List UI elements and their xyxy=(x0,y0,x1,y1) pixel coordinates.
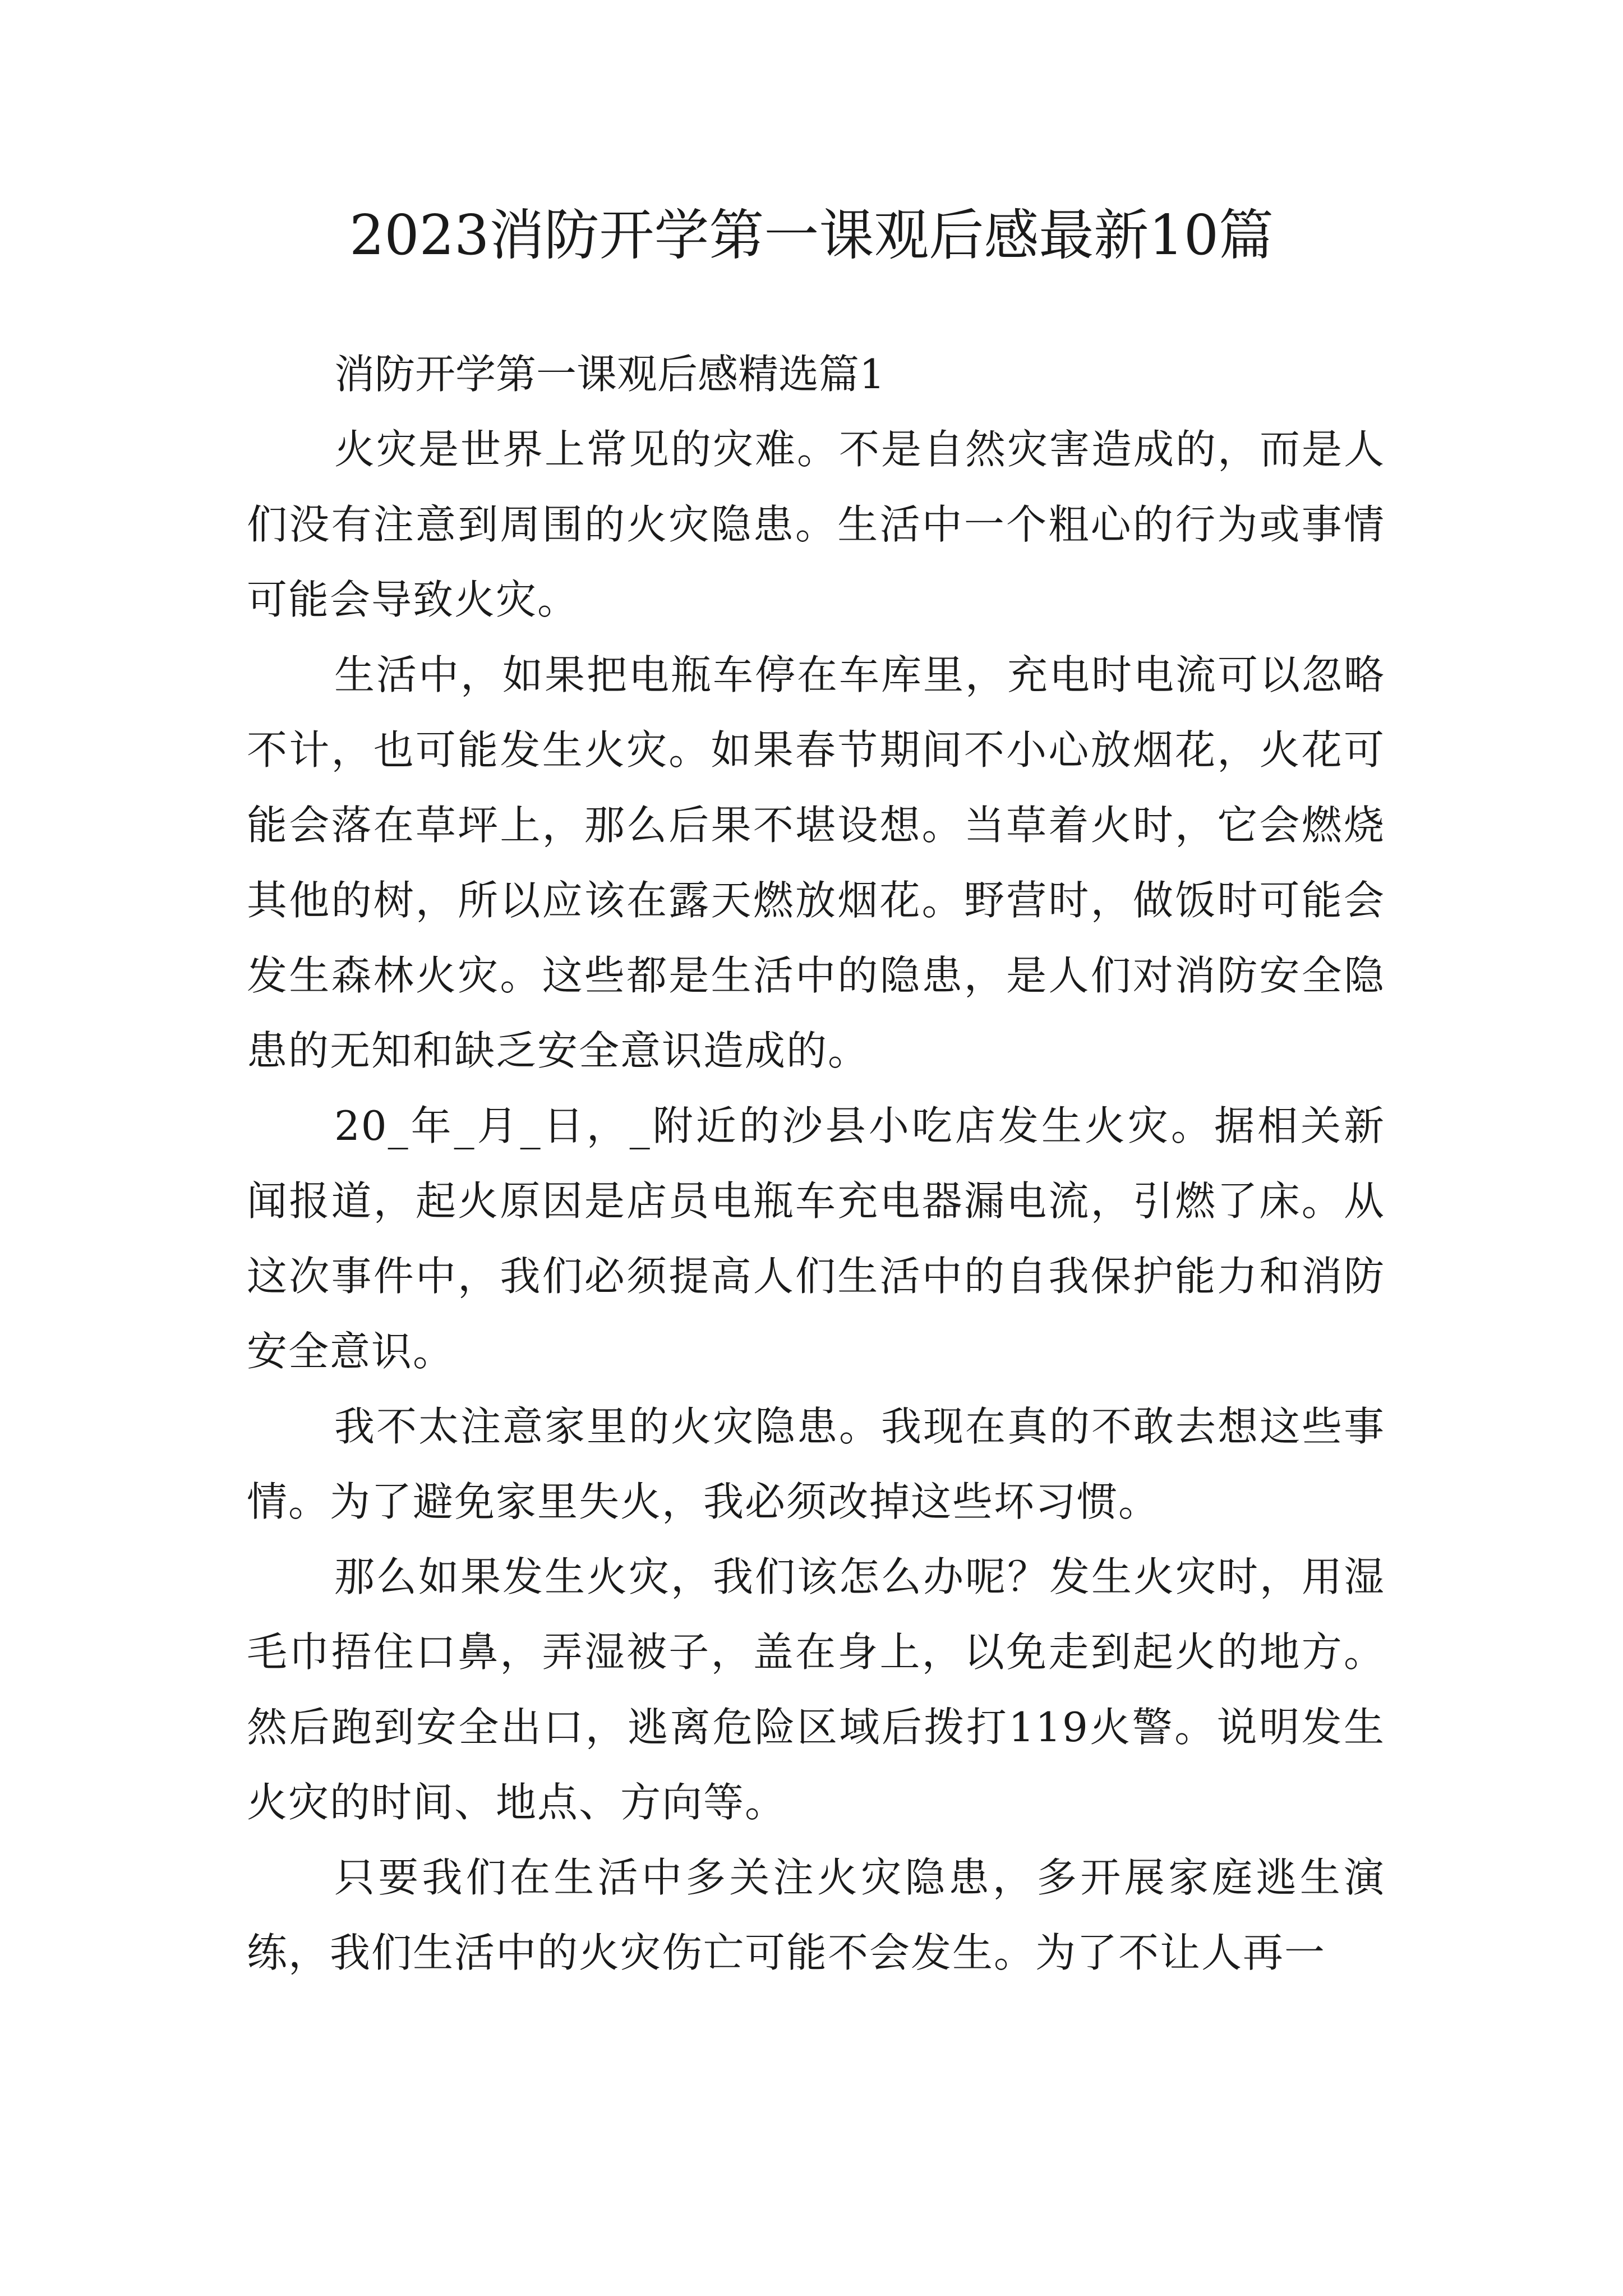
paragraph: 那么如果发生火灾，我们该怎么办呢？发生火灾时，用湿毛巾捂住口鼻，弄湿被子，盖在身上，以免走到起火的地方。然后跑到安全出口，逃离危险区域后拨打119火警。说明发生火灾的时间、地点、方向等。 xyxy=(247,1553,1385,1826)
paragraph: 火灾是世界上常见的灾难。不是自然灾害造成的，而是人们没有注意到周围的火灾隐患。生活中一个粗心的行为或事情可能会导致火灾。 xyxy=(247,426,1385,623)
paragraph: 生活中，如果把电瓶车停在车库里，充电时电流可以忽略不计，也可能发生火灾。如果春节期间不小心放烟花，火花可能会落在草坪上，那么后果不堪设想。当草着火时，它会燃烧其他的树，所以应该在露天燃放烟花。野营时，做饭时可能会发生森林火灾。这些都是生活中的隐患，是人们对消防安全隐患的无知和缺乏安全意识造成的。 xyxy=(247,651,1385,1074)
paragraph: 20_年_月_日，_附近的沙县小吃店发生火灾。据相关新闻报道，起火原因是店员电瓶车充电器漏电流，引燃了床。从这次事件中，我们必须提高人们生活中的自我保护能力和消防安全意识。 xyxy=(247,1102,1385,1375)
document-title: 2023消防开学第一课观后感最新10篇 xyxy=(349,204,1274,268)
paragraph: 我不太注意家里的火灾隐患。我现在真的不敢去想这些事情。为了避免家里失火，我必须改掉这些坏习惯。 xyxy=(247,1403,1385,1525)
section-heading: 消防开学第一课观后感精选篇1 xyxy=(334,351,885,398)
document-body xyxy=(247,337,1385,1990)
paragraph: 只要我们在生活中多关注火灾隐患，多开展家庭逃生演练，我们生活中的火灾伤亡可能不会发生。为了不让人再一 xyxy=(247,1854,1385,1976)
